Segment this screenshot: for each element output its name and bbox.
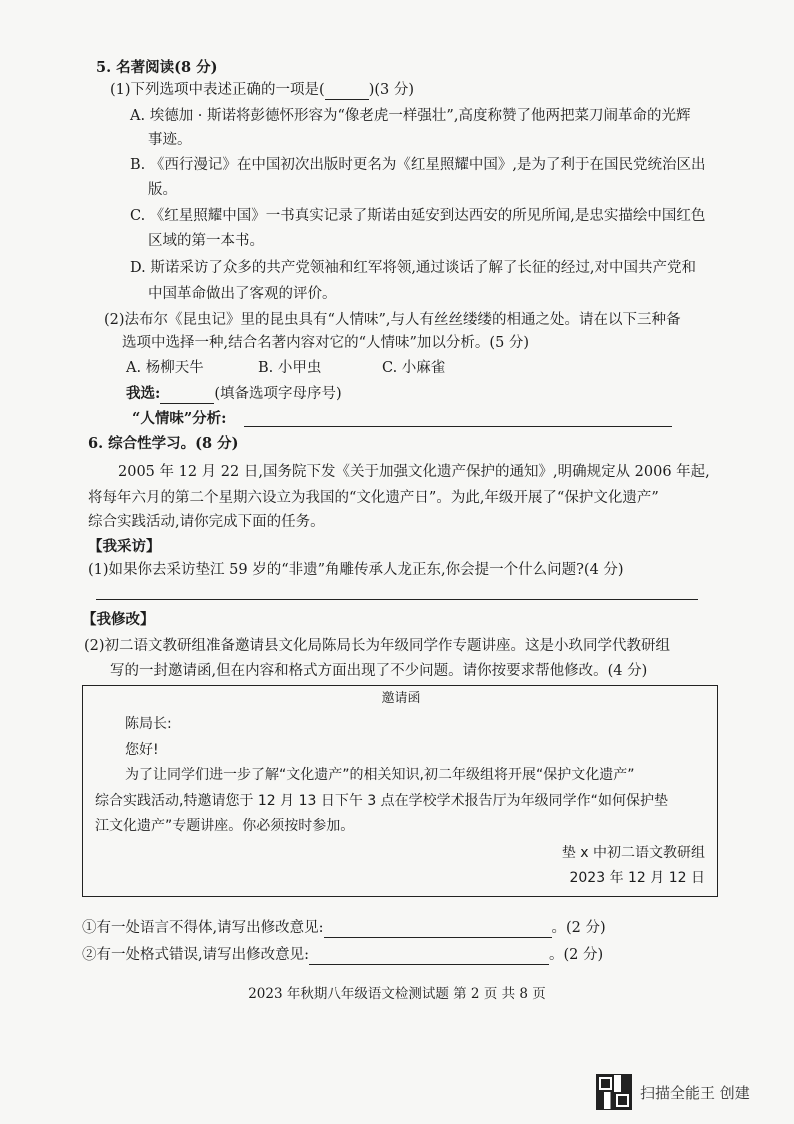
q5-option-a-line1: A. 埃德加 · 斯诺将彭德怀形容为“像老虎一样强壮”,高度称赞了他两把菜刀闹革命的光辉 xyxy=(130,108,691,124)
q5-option-b-line1: B. 《西行漫记》在中国初次出版时更名为《红星照耀中国》,是为了利于在国民党统治区出 xyxy=(130,157,706,173)
q6-fix2-score: 。(2 分) xyxy=(549,947,604,963)
invitation-letter-box xyxy=(82,685,718,897)
q6-revise-line1: (2)初二语文教研组准备邀请县文化局陈局长为年级同学作专题讲座。这是小玖同学代教研组 xyxy=(84,638,671,654)
q6-interview-question: (1)如果你去采访垫江 59 岁的“非遗”角雕传承人龙正东,你会提一个什么问题?(4 分) xyxy=(88,562,624,578)
q6-fix1-answer-blank[interactable] xyxy=(324,937,552,938)
q5-my-choice-hint: (填备选项字母序号) xyxy=(214,386,342,402)
q5-sub2-line1: (2)法布尔《昆虫记》里的昆虫具有“人情味”,与人有丝丝缕缕的相通之处。请在以下三种备 xyxy=(104,312,681,328)
q6-revise-heading: 【我修改】 xyxy=(82,611,155,628)
q5-option-c-line2: 区域的第一本书。 xyxy=(148,233,264,249)
q6-fix1 xyxy=(82,918,606,938)
letter-date: 2023 年 12 月 12 日 xyxy=(569,870,705,886)
letter-body-line1: 为了让同学们进一步了解“文化遗产”的相关知识,初二年级组将开展“保护文化遗产” xyxy=(125,767,635,783)
q5-option-b-line2: 版。 xyxy=(148,182,177,198)
letter-body-line2: 综合实践活动,特邀请您于 12 月 13 日下午 3 点在学校学术报告厅为年级同学作“如何保护垫 xyxy=(95,793,668,809)
q5-sub1 xyxy=(110,80,414,100)
q5-sub2-line2: 选项中选择一种,结合名著内容对它的“人情味”加以分析。(5 分) xyxy=(122,335,530,351)
q5-option-d-line1: D. 斯诺采访了众多的共产党领袖和红军将领,通过谈话了解了长征的经过,对中国共产党和 xyxy=(130,260,697,276)
q5-my-choice-blank[interactable] xyxy=(160,403,214,404)
q6-revise-line2: 写的一封邀请函,但在内容和格式方面出现了不少问题。请你按要求帮他修改。(4 分) xyxy=(110,663,648,679)
letter-greeting: 您好! xyxy=(125,742,159,758)
q6-intro-line1: 2005 年 12 月 22 日,国务院下发《关于加强文化遗产保护的通知》,明确规定从 2006 年起, xyxy=(118,464,710,480)
q5-analysis-label: “人情味”分析: xyxy=(132,410,227,427)
q5-option-c-line1: C. 《红星照耀中国》一书真实记录了斯诺由延安到达西安的所见所闻,是忠实描绘中国红色 xyxy=(130,208,706,224)
q5-title: 5. 名著阅读(8 分) xyxy=(96,59,218,76)
q6-interview-heading: 【我采访】 xyxy=(88,538,161,555)
q5-sub1-text: (1)下列选项中表述正确的一项是( xyxy=(110,82,325,98)
q6-fix1-score: 。(2 分) xyxy=(551,920,606,936)
q5-my-choice-label: 我选: xyxy=(126,385,161,402)
q5-choice-b: B. 小甲虫 xyxy=(258,360,322,376)
scanner-watermark-text: 扫描全能王 创建 xyxy=(640,1083,750,1102)
scanner-watermark xyxy=(596,1074,750,1110)
q6-fix1-label: ①有一处语言不得体,请写出修改意见: xyxy=(82,920,324,936)
q5-choice-a: A. 杨柳天牛 xyxy=(126,360,204,376)
q5-option-a-line2: 事迹。 xyxy=(148,132,192,148)
q6-interview-answer-line[interactable] xyxy=(96,599,698,600)
q6-fix2-answer-blank[interactable] xyxy=(309,964,549,965)
q6-intro-line2: 将每年六月的第二个星期六设立为我国的“文化遗产日”。为此,年级开展了“保护文化遗产” xyxy=(88,490,659,506)
letter-body-line3: 江文化遗产”专题讲座。你必须按时参加。 xyxy=(95,818,355,834)
q6-title: 6. 综合性学习。(8 分) xyxy=(88,435,239,452)
q6-fix2 xyxy=(82,945,603,965)
q6-fix2-label: ②有一处格式错误,请写出修改意见: xyxy=(82,947,309,963)
page-footer: 2023 年秋期八年级语文检测试题 第 2 页 共 8 页 xyxy=(248,986,546,1002)
q5-option-d-line2: 中国革命做出了客观的评价。 xyxy=(148,286,337,302)
q5-sub1-score: )(3 分) xyxy=(368,82,415,98)
letter-title: 邀请函 xyxy=(381,691,421,706)
q5-choice-c: C. 小麻雀 xyxy=(382,360,446,376)
q5-sub1-answer-blank[interactable] xyxy=(325,99,369,100)
letter-salutation: 陈局长: xyxy=(125,716,172,732)
q5-my-choice xyxy=(126,384,342,404)
q5-analysis-answer-line[interactable] xyxy=(244,426,672,427)
letter-signature: 垫 x 中初二语文教研组 xyxy=(561,845,705,861)
q6-intro-line3: 综合实践活动,请你完成下面的任务。 xyxy=(88,514,325,530)
qr-code-icon xyxy=(596,1074,632,1110)
